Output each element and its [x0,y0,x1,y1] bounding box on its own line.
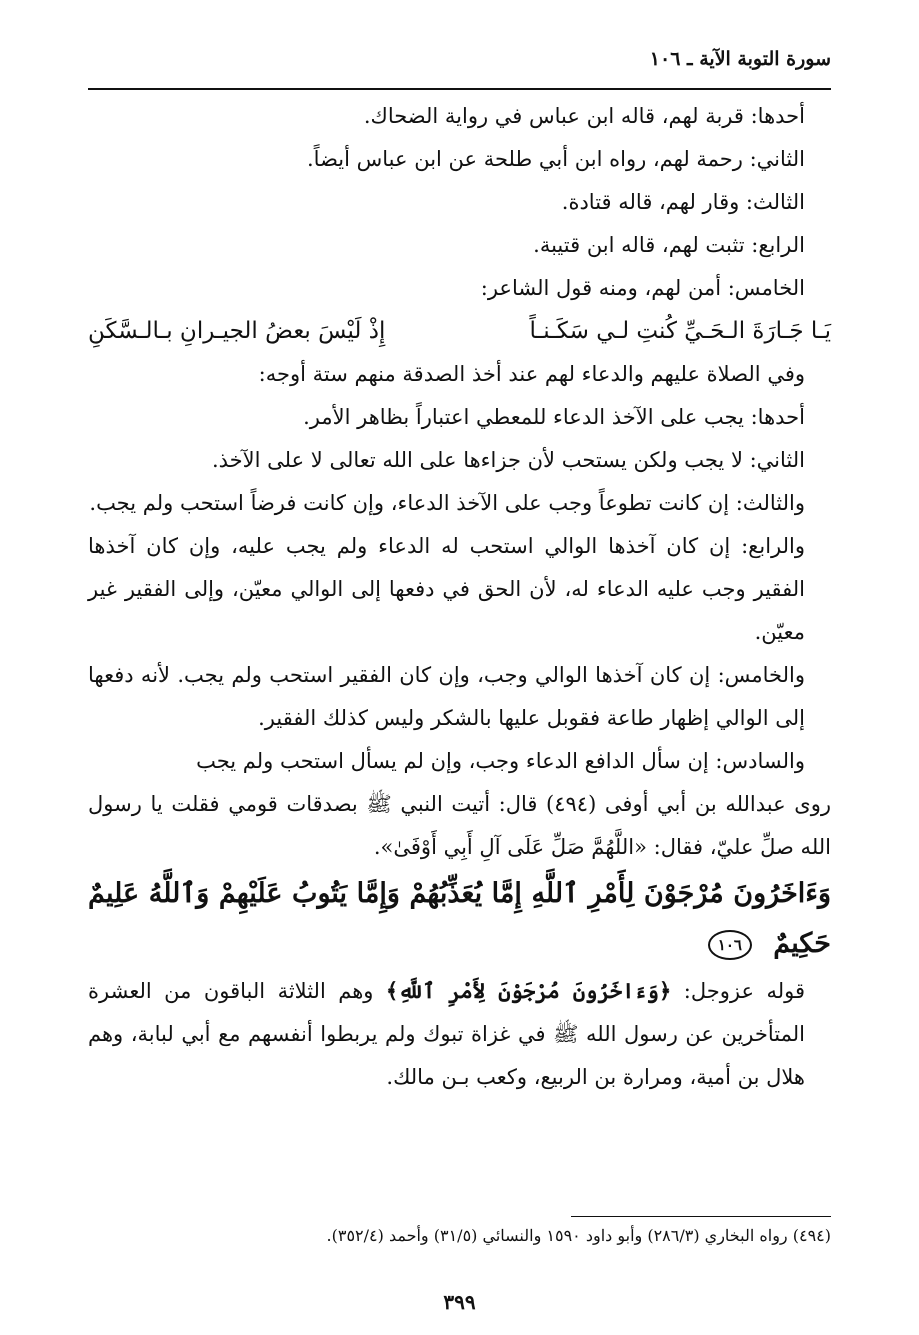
paragraph: الثاني: رحمة لهم، رواه ابن أبي طلحة عن ابن عباس أيضاً. [307,147,805,171]
paragraph: روى عبدالله بن أبي أوفى (٤٩٤) قال: أتيت النبي ﷺ بصدقات قومي فقلت يا رسول الله صلِّ عليّ، فقال: «اللَّهُمَّ صَلِّ عَلَى آلِ أَبِي أَوْفَىٰ». [88,792,831,859]
page-body [88,95,831,1099]
verse-first-hemistich: يَـا جَـارَةَ الـحَـيِّ كُنتِ لـي سَكَـنـاً [529,318,831,344]
quran-verse-block [88,869,831,969]
paragraph: الخامس: أمن لهم، ومنه قول الشاعر: [480,276,805,300]
paragraph: والرابع: إن كان آخذها الوالي استحب له الدعاء ولم يجب عليه، وإن كان آخذها الفقير وجب عليه الدعاء له، لأن الحق في دفعها إلى الوالي معيّن، وإلى الفقير غير معيّن. [88,534,806,644]
paragraph: أحدها: يجب على الآخذ الدعاء للمعطي اعتباراً بظاهر الأمر. [303,405,805,429]
paragraph: الثاني: لا يجب ولكن يستحب لأن جزاءها على الله تعالى لا على الآخذ. [211,448,805,472]
page-number: ٣٩٩ [443,1290,476,1314]
commentary-lead: قوله عزوجل: [671,979,805,1003]
quran-verse: وَءَاخَرُونَ مُرْجَوْنَ لِأَمْرِ ٱللَّهِ إِمَّا يُعَذِّبُهُمْ وَإِمَّا يَتُوبُ عَلَيْهِمْ وَٱللَّهُ عَلِيمٌ حَكِيمٌ [88,878,831,959]
poetry-verse [88,310,831,353]
paragraph: والثالث: إن كانت تطوعاً وجب على الآخذ الدعاء، وإن كانت فرضاً استحب ولم يجب. [89,491,805,515]
running-header: سورة التوبة الآية ـ ١٠٦ [649,48,831,70]
paragraph [88,969,831,1099]
header-divider [88,88,831,90]
paragraph: الرابع: تثبت لهم، قاله ابن قتيبة. [533,233,805,257]
paragraph: الثالث: وقار لهم، قاله قتادة. [561,190,805,214]
ayah-number-marker: ١٠٦ [708,930,752,960]
footnote: (٤٩٤) رواه البخاري (٢٨٦/٣) وأبو داود ١٥٩٠ والنسائي (٣١/٥) وأحمد (٣٥٢/٤). [326,1226,831,1245]
paragraph: وفي الصلاة عليهم والدعاء لهم عند أخذ الصدقة منهم ستة أوجه: [258,362,805,386]
commentary-text: وهم الثلاثة الباقون من العشرة المتأخرين عن رسول الله ﷺ في غزاة تبوك ولم يربطوا أنفسهم مع أبي لبابة، وهم هلال بن أمية، ومرارة بن الربيع، وكعب بـن مالك. [88,979,805,1089]
paragraph: والخامس: إن كان آخذها الوالي وجب، وإن كان الفقير استحب ولم يجب. لأنه دفعها إلى الوالي إظهار طاعة فقوبل عليها بالشكر وليس كذلك الفقير. [88,663,805,730]
paragraph: والسادس: إن سأل الدافع الدعاء وجب، وإن لم يسأل استحب ولم يجب [196,749,805,773]
paragraph: أحدها: قربة لهم، قاله ابن عباس في رواية الضحاك. [363,104,805,128]
quran-quote: ﴿وَءَاخَرُونَ مُرْجَوْنَ لِأَمْرِ ٱللَّهِ﴾ [385,978,672,1003]
verse-second-hemistich: إِذْ لَيْسَ بعضُ الجيـرانِ بـالـسَّكَنِ [88,318,386,344]
footnote-divider [571,1216,831,1217]
